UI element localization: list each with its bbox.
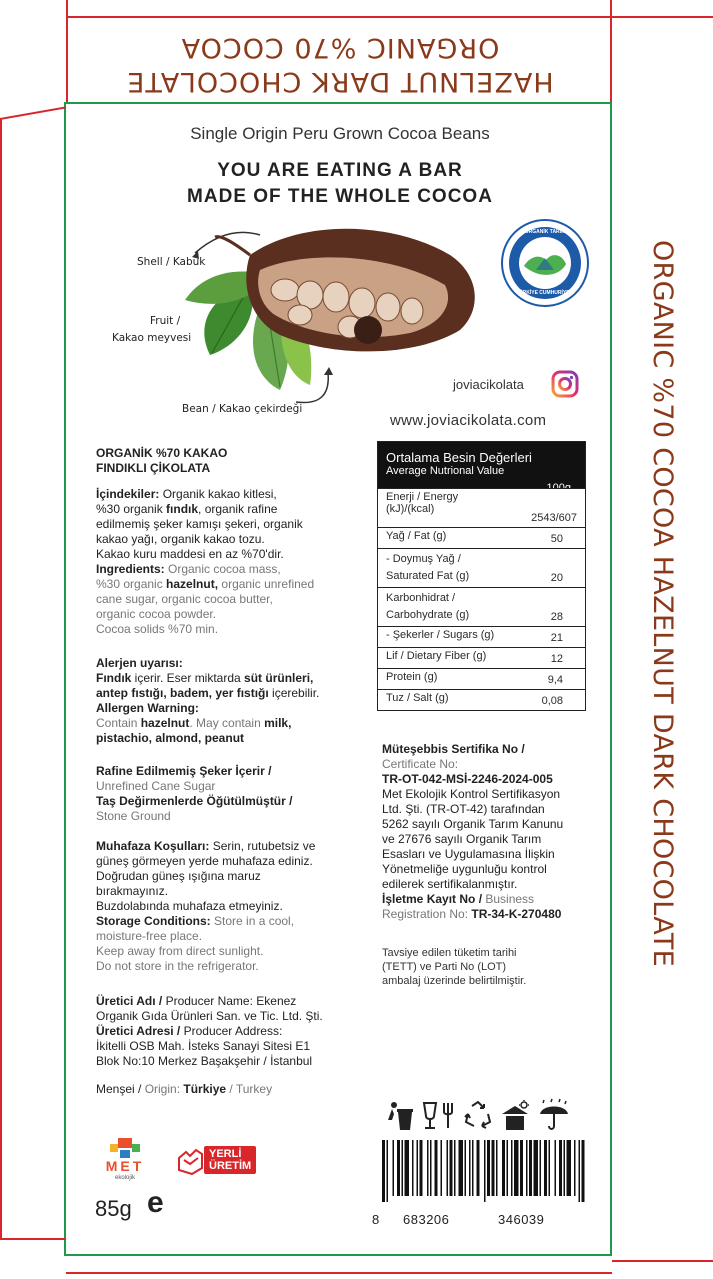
barcode-bar [540,1140,542,1196]
expiry-line-2: (TETT) ve Parti No (LOT) [382,961,507,973]
certificate-body-2: Ltd. Şti. (TR-OT-42) tarafından [382,802,545,816]
storage-tr-label: Muhafaza Koşulları: [96,839,210,853]
allergen-tr-1b: içerir. Eser miktarda [131,671,245,685]
allergen-en-1d: milk, [264,716,292,730]
ingredients-en-5: Cocoa solids %70 min. [96,622,219,636]
estimated-sign: e [147,1186,164,1219]
sugar-tr-2: Taş Değirmenlerde Öğütülmüştür / [96,794,293,808]
barcode-bar [496,1140,498,1196]
barcode-bar [567,1140,572,1196]
barcode-bar [507,1140,509,1196]
nutrition-row-value: 20 [550,572,563,584]
headline-line-1: YOU ARE EATING A BAR [217,160,463,181]
side-panel [640,240,680,1120]
yerli-text: YERLİ [209,1148,242,1160]
ingredients-tr-1: Organik kakao kitlesi, [159,487,277,501]
keep-cool-icon [498,1100,532,1132]
nutrition-row [378,488,585,527]
expiry-note [382,946,526,988]
origin-line [96,1082,272,1097]
barcode-bar [454,1140,456,1196]
barcode-bar [441,1140,443,1196]
barcode-bar [397,1140,400,1196]
nutrition-row-label-2: Carbohydrate (g) [386,609,470,621]
barcode-bar [511,1140,513,1196]
nutrition-row [378,647,585,668]
registration-en-1: Business [482,892,535,906]
producer-addr-tr: Üretici Adresi / [96,1024,181,1038]
nutrition-row [378,668,585,689]
nutrition-row-value: 28 [550,611,563,623]
allergen-en-1b: hazelnut [140,716,190,730]
certificate-body-3: 5262 sayılı Organik Tarım Kanunu [382,817,564,831]
storage-en-4: Do not store in the refrigerator. [96,959,259,973]
barcode-bar [450,1140,453,1196]
product-name-line-2: FINDIKLI ÇİKOLATA [96,461,211,475]
allergen-tr-2b: içerebilir. [268,686,320,700]
ingredients-tr-2b: fındık [166,502,199,516]
nutrition-row [378,527,585,548]
certificate-block [382,742,607,922]
nutrition-row-label: - Şekerler / Sugars (g) [386,629,495,641]
nutrition-table [377,441,586,711]
barcode-bar [549,1140,551,1196]
organic-seal-top-text: ORGANİK TARIM [524,229,566,235]
storage-en-label: Storage Conditions: [96,914,211,928]
registration-tr: İşletme Kayıt No / [382,892,483,906]
recycle-icon [462,1100,494,1132]
nutrition-row-value: 21 [550,632,563,644]
barcode-bar [465,1140,467,1196]
barcode-bar [582,1140,585,1202]
nutrition-row-value: 12 [550,653,563,665]
barcode-bar [526,1140,528,1196]
barcode-bar [469,1140,471,1196]
barcode-bar [534,1140,539,1196]
nutrition-row-label: Yağ / Fat (g) [386,530,447,542]
sugar-en-1: Unrefined Cane Sugar [96,779,216,793]
barcode-bar [555,1140,557,1196]
ingredients-en-2b: hazelnut, [166,577,219,591]
storage-block [96,839,366,974]
registration-number: TR-34-K-270480 [471,907,562,921]
producer-name-en: Producer Name: Ekenez [162,994,297,1008]
storage-tr-2: güneş görmeyen yerde muhafaza ediniz. [96,854,313,868]
yerli-uretim-badge [204,1146,256,1174]
dieline-right-bottom [612,1260,713,1262]
top-flap-line-2: ORGANIC %70 COCOA [180,32,500,63]
origin-b: Origin: [144,1082,184,1096]
ingredients-block [96,487,366,637]
barcode-bar [529,1140,532,1196]
allergen-en-1c: . May contain [189,716,265,730]
certificate-number: TR-OT-042-MSİ-2246-2024-005 [382,772,553,786]
allergen-tr-2a: antep fıstığı, badem, yer fıstığı [96,686,269,700]
met-logo-subtext: ekolojik [114,1175,135,1181]
producer-addr-1: İkitelli OSB Mah. İsteks Sanayi Sitesi E1 [96,1039,311,1053]
storage-tr-4: bırakmayınız. [96,884,169,898]
storage-tr-3: Doğrudan güneş ışığına maruz [96,869,261,883]
producer-block [96,994,376,1069]
top-flap-line-1: HAZELNUT DARK CHOCOLATE [126,66,554,97]
ingredients-tr-2a: %30 organik [96,502,167,516]
ean-barcode [378,1140,588,1202]
certificate-body-4: ve 27676 sayılı Organik Tarım [382,832,542,846]
barcode-digit-1: 8 [372,1212,380,1227]
registration-en-2: Registration No: [382,907,472,921]
fold-line-right [610,102,612,1256]
headline-line-2: MADE OF THE WHOLE COCOA [187,186,493,207]
nutrition-row-label: Karbonhidrat / [386,592,456,604]
barcode-bar [447,1140,449,1196]
barcode-bar [430,1140,432,1196]
nutrition-row-label-2: (kJ)/(kcal) [386,503,435,515]
ingredients-tr-4: kakao yağı, organik kakao tozu. [96,532,265,546]
certificate-body-7: edilerek sertifikalanmıştır. [382,877,518,891]
nutrition-row-label: Enerji / Energy [386,491,459,503]
barcode-bar [382,1140,385,1202]
label-bean: Bean / Kakao çekirdeği [182,403,303,415]
ingredients-tr-5: Kakao kuru maddesi en az %70'dir. [96,547,284,561]
allergen-tr-1a: Fındık [96,671,132,685]
dieline-left-panel [0,118,2,1238]
fold-line-bottom [64,1254,612,1256]
barcode-bar [387,1140,389,1202]
sugar-block [96,764,366,824]
nutrition-row-value: 9,4 [547,674,563,686]
nutrition-row-label: Protein (g) [386,671,438,683]
ingredients-tr-2c: , organik rafine [198,502,278,516]
barcode-bar [405,1140,410,1196]
fold-line-top [66,102,612,104]
storage-en-3: Keep away from direct sunlight. [96,944,264,958]
barcode-bar [559,1140,562,1196]
barcode-bar [412,1140,414,1196]
nutrition-row-value: 2543/607 [531,512,577,524]
uretim-text: ÜRETİM [209,1160,252,1172]
nutrition-row [378,689,585,710]
barcode-bar [477,1140,480,1196]
barcode-bar [502,1140,505,1196]
ingredients-tr-label: İçindekiler: [96,487,160,501]
label-fruit-line-2: Kakao meyvesi [112,332,192,344]
barcode-bar [420,1140,423,1196]
barcode-bar [402,1140,404,1196]
certificate-tr: Müteşebbis Sertifika No / [382,742,525,756]
origin-subtitle: Single Origin Peru Grown Cocoa Beans [190,124,490,143]
ingredients-en-2a: %30 organic [96,577,167,591]
allergen-en-2: pistachio, almond, peanut [96,731,245,745]
producer-name-2: Organik Gıda Ürünleri San. ve Tic. Ltd. Şti. [96,1009,323,1023]
barcode-bar [520,1140,523,1196]
sugar-en-2: Stone Ground [96,809,171,823]
nutrition-row [378,548,585,587]
nutrition-title: Ortalama Besin Değerleri [386,450,532,465]
storage-en-2: moisture-free place. [96,929,203,943]
shell-arrow [195,232,260,253]
nutrition-row-label: Lif / Dietary Fiber (g) [386,650,487,662]
barcode-bar [472,1140,474,1196]
ingredients-en-3: cane sugar, organic cocoa butter, [96,592,273,606]
fold-line-left [64,102,66,1256]
storage-en-1: Store in a cool, [210,914,295,928]
dieline-left-top [0,106,66,120]
ingredients-en-label: Ingredients: [96,562,165,576]
ingredients-tr-3: edilmemiş şeker kamışı şekeri, organik [96,517,303,531]
instagram-handle[interactable]: joviacikolata [453,377,524,392]
nutrition-row-value: 50 [550,533,563,545]
nutrition-row-label: - Doymuş Yağ / [386,553,461,565]
headline [70,158,610,210]
origin-d: / Turkey [226,1082,273,1096]
product-name-line-1: ORGANİK %70 KAKAO [96,446,228,460]
producer-addr-en: Producer Address: [180,1024,283,1038]
producer-name-tr: Üretici Adı / [96,994,163,1008]
dispose-in-bin-icon [384,1100,416,1132]
yerli-uretim-hand-icon [176,1144,206,1176]
barcode-bar [487,1140,490,1196]
nutrition-row-label-2: Saturated Fat (g) [386,570,470,582]
nutrition-header [378,442,585,494]
allergen-en-1a: Contain [96,716,141,730]
expiry-line-1: Tavsiye edilen tüketim tarihi [382,947,517,959]
storage-tr-1: Serin, rutubetsiz ve [209,839,316,853]
barcode-bar [544,1140,547,1196]
allergen-block [96,656,366,746]
certificate-body-6: Yönetmeliğe uygunluğu kontrol [382,862,547,876]
storage-tr-5: Buzdolabında muhafaza etmeyiniz. [96,899,283,913]
expiry-line-3: ambalaj üzerinde belirtilmiştir. [382,975,527,987]
certificate-body-5: Esasları ve Uygulamasına İlişkin [382,847,555,861]
organic-seal-bottom-text: TÜRKİYE CUMHURİYETİ [515,290,575,296]
barcode-bar [393,1140,395,1196]
ingredients-en-2c: organic unrefined [218,577,315,591]
nutrition-row-label: Tuz / Salt (g) [386,692,449,704]
label-fruit-line-1: Fruit / [150,315,181,327]
ingredients-en-1: Organic cocoa mass, [164,562,281,576]
barcode-bar [435,1140,438,1196]
food-contact-icon [420,1100,460,1132]
allergen-en-title: Allergen Warning: [96,701,199,715]
label-shell: Shell / Kabuk [137,256,206,268]
barcode-bar [427,1140,429,1196]
origin-c: Türkiye [183,1082,227,1096]
ingredients-en-4: organic cocoa powder. [96,607,217,621]
side-title: ORGANIC %70 COCOA HAZELNUT DARK CHOCOLATE [647,240,678,968]
barcode-bar [574,1140,576,1196]
top-flap-title [70,18,610,98]
dieline-right-top [612,16,713,18]
nutrition-row-value: 0,08 [541,695,563,707]
barcode-bar [484,1140,486,1202]
barcode-bar [579,1140,581,1202]
nutrition-subtitle: Average Nutrional Value [386,465,505,477]
certificate-body-1: Met Ekolojik Kontrol Sertifikasyon [382,787,561,801]
product-name [96,446,227,476]
nutrition-per: 100g [546,482,571,494]
allergen-tr-title: Alerjen uyarısı: [96,656,183,670]
producer-addr-2: Blok No:10 Merkez Başakşehir / İstanbul [96,1054,313,1068]
website-link[interactable]: www.joviacikolata.com [390,412,547,429]
nutrition-row [378,626,585,647]
instagram-icon[interactable] [551,370,579,398]
net-weight: 85g [95,1196,132,1221]
keep-dry-umbrella-icon [538,1098,570,1132]
sugar-tr-1: Rafine Edilmemiş Şeker İçerir / [96,764,272,778]
certificate-en: Certificate No: [382,757,459,771]
barcode-bar [417,1140,419,1196]
allergen-tr-1c: süt ürünleri, [244,671,314,685]
dieline-left-bottom [0,1238,66,1240]
met-logo-text: MET [105,1158,145,1174]
barcode-digits-left: 683206 [403,1212,450,1227]
dieline-bottom [66,1272,612,1274]
nutrition-row [378,587,585,626]
barcode-bar [514,1140,519,1196]
barcode-bar [564,1140,566,1196]
barcode-bar [492,1140,495,1196]
barcode-digits-right: 346039 [498,1212,545,1227]
barcode-bar [459,1140,464,1196]
origin-a: Menşei / [96,1082,145,1096]
